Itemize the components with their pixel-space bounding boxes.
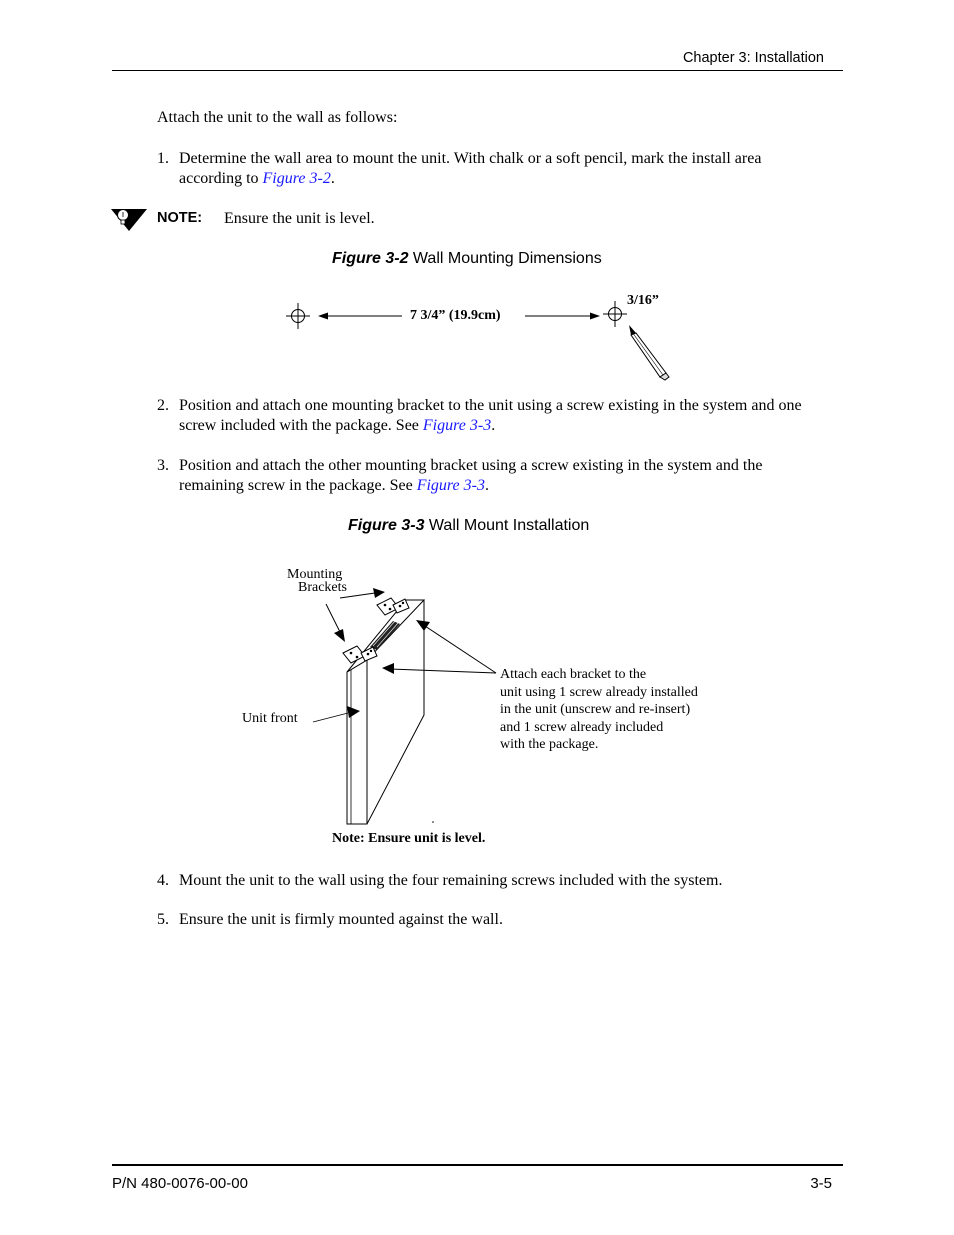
- left-dimension-arrow: [318, 313, 402, 320]
- wall-mount-installation-diagram: [230, 560, 530, 840]
- running-header: Chapter 3: Installation: [682, 50, 824, 66]
- callout-line-2: unit using 1 screw already installed: [500, 684, 698, 700]
- wall-mounting-dimensions-diagram: [280, 285, 680, 385]
- part-number: P/N 480-0076-00-00: [112, 1175, 248, 1192]
- step-2-period: .: [491, 417, 496, 434]
- step-2-line-2: screw included with the package. See: [179, 417, 423, 434]
- callout-text: [500, 666, 698, 754]
- unit-front-label: Unit front: [242, 711, 298, 726]
- bracket-pointer-arrows: [326, 588, 385, 642]
- note-icon: [110, 206, 148, 232]
- step-5-text: Ensure the unit is firmly mounted against the wall.: [179, 911, 503, 928]
- callout-line-5: with the package.: [500, 737, 599, 752]
- callout-arrows: [382, 620, 496, 674]
- step-1-line-2: according to: [179, 170, 263, 187]
- figure-3-2-caption: [332, 250, 602, 268]
- callout-line-3: in the unit (unscrew and re-insert): [500, 702, 691, 717]
- mounting-label: Mounting: [287, 567, 343, 582]
- callout-line-1: Attach each bracket to the: [500, 667, 647, 682]
- figure-3-3-link[interactable]: Figure 3-3: [422, 417, 492, 434]
- right-crosshair-icon: [603, 301, 627, 327]
- figure-note: Note: Ensure unit is level.: [332, 831, 486, 846]
- step-2-line-1: Position and attach one mounting bracket to the unit using a screw existing in the system and one: [179, 397, 802, 414]
- page-number: 3-5: [810, 1175, 832, 1192]
- step-3-line-1: Position and attach the other mounting bracket using a screw existing in the system and the: [179, 457, 763, 474]
- figure-3-3-link[interactable]: Figure 3-3: [416, 477, 485, 494]
- note-label: NOTE:: [157, 210, 203, 226]
- step-2-text: [179, 396, 849, 436]
- brackets-label: Brackets: [298, 580, 347, 595]
- figure-3-2-link[interactable]: Figure 3-2: [262, 170, 331, 187]
- figure-3-3-number: Figure 3-3: [348, 517, 425, 534]
- pencil-icon: [629, 325, 669, 380]
- step-1-period: .: [330, 170, 335, 187]
- step-1-number: 1.: [157, 150, 169, 167]
- header-rule: [112, 70, 843, 71]
- figure-3-3-title: Wall Mount Installation: [424, 517, 590, 534]
- figure-3-3-caption: [348, 517, 589, 535]
- callout-line-4: and 1 screw already included: [500, 719, 664, 735]
- dimension-label: 7 3/4” (19.9cm): [410, 308, 501, 323]
- step-4-text: Mount the unit to the wall using the four remaining screws included with the system.: [179, 872, 723, 889]
- step-5-number: 5.: [157, 911, 169, 928]
- right-dimension-arrow: [525, 313, 600, 320]
- step-1-text: [179, 149, 844, 189]
- step-1-line-1: Determine the wall area to mount the unit. With chalk or a soft pencil, mark the install area: [179, 150, 762, 167]
- step-4-number: 4.: [157, 872, 169, 889]
- step-3-period: .: [484, 477, 489, 494]
- left-crosshair-icon: [286, 303, 310, 329]
- figure-3-2-title: Wall Mounting Dimensions: [408, 250, 602, 267]
- step-2-number: 2.: [157, 397, 169, 414]
- offset-label: 3/16”: [627, 293, 659, 308]
- figure-3-2-number: Figure 3-2: [332, 250, 409, 267]
- intro-text: Attach the unit to the wall as follows:: [157, 109, 398, 126]
- step-3-line-2: remaining screw in the package. See: [179, 477, 417, 494]
- step-3-text: [179, 456, 849, 496]
- footer-rule: [112, 1164, 843, 1166]
- note-text: Ensure the unit is level.: [224, 210, 375, 227]
- step-3-number: 3.: [157, 457, 169, 474]
